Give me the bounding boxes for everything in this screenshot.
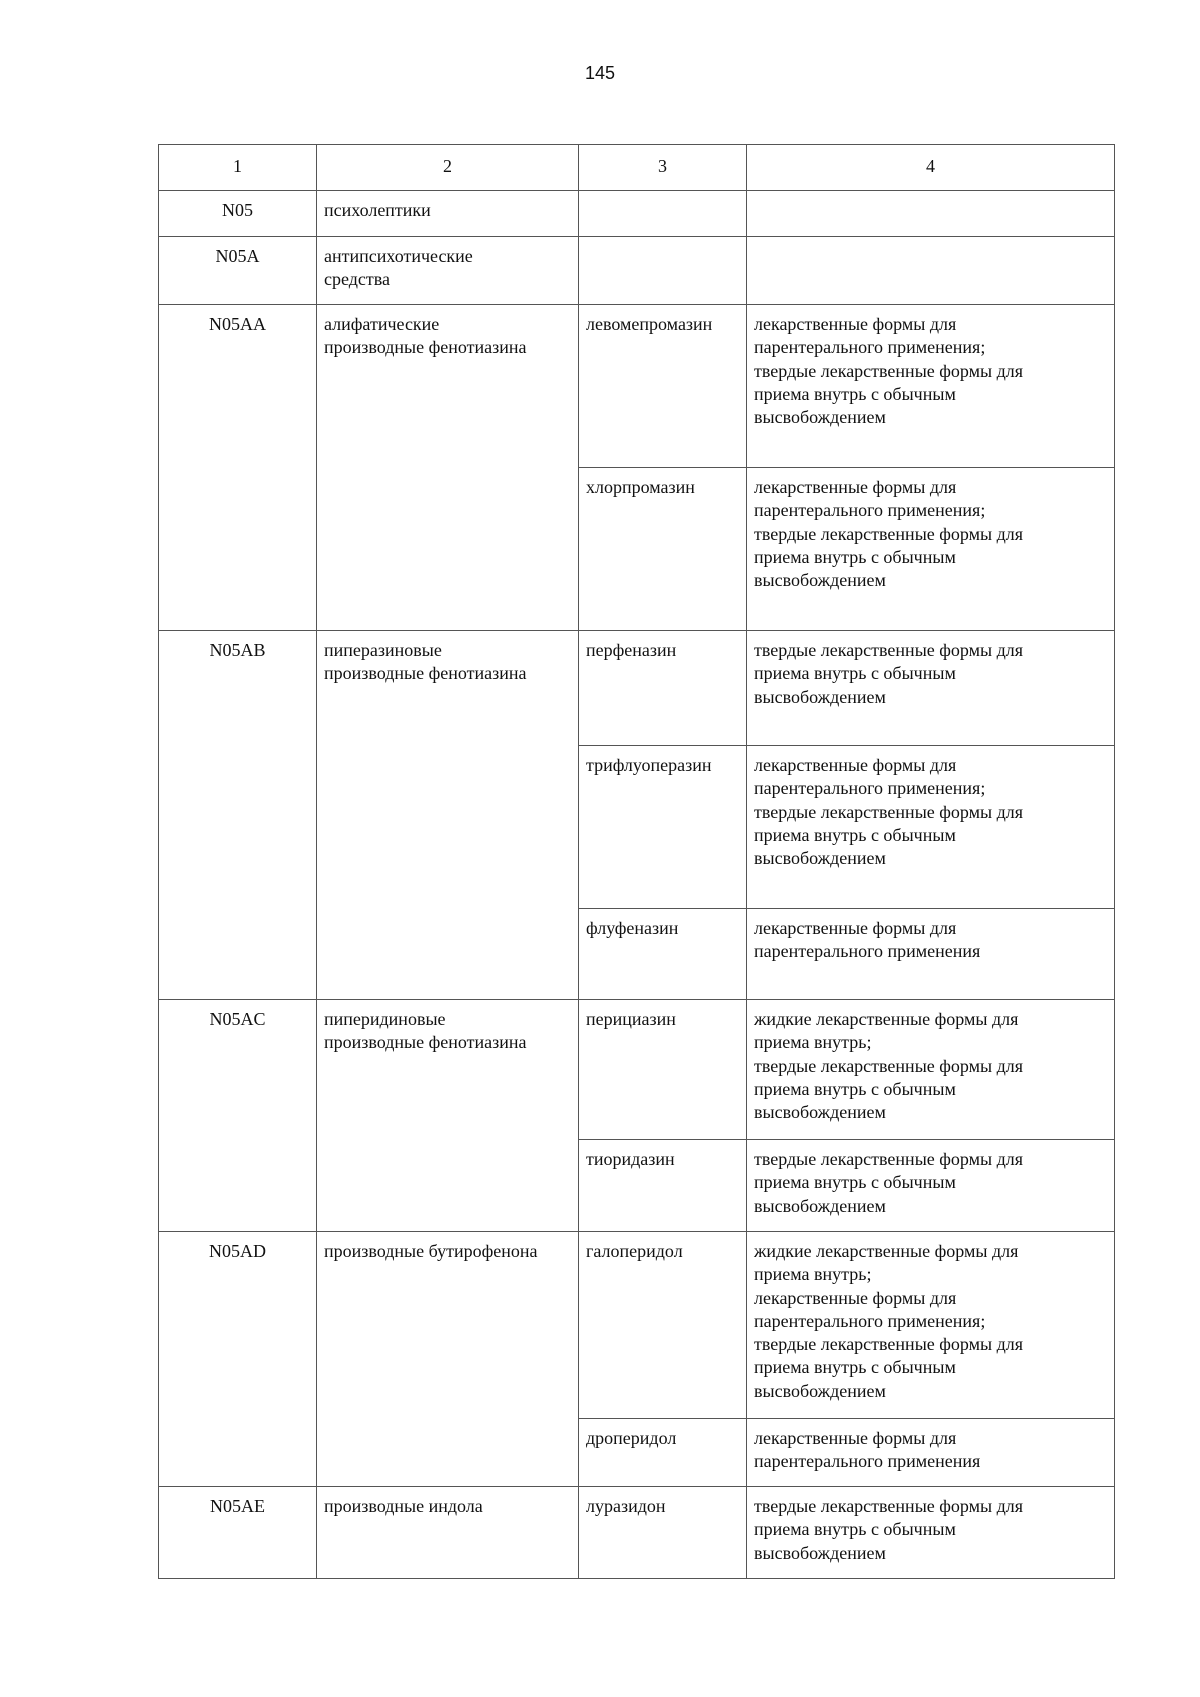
- column-header: 4: [747, 145, 1115, 191]
- forms-cell: твердые лекарственные формы для приема внутрь с обычным высвобождением: [747, 1140, 1115, 1232]
- table-row: [159, 191, 1115, 237]
- table-row: [159, 631, 1115, 746]
- forms-cell: лекарственные формы для парентерального применения: [747, 1419, 1115, 1487]
- drug-cell: тиоридазин: [579, 1140, 747, 1232]
- table-row: [159, 1232, 1115, 1419]
- drug-cell: луразидон: [579, 1487, 747, 1579]
- atc-code-cell: N05A: [159, 237, 317, 305]
- group-cell: алифатические производные фенотиазина: [317, 305, 579, 631]
- drug-cell: галоперидол: [579, 1232, 747, 1419]
- forms-cell: твердые лекарственные формы для приема внутрь с обычным высвобождением: [747, 1487, 1115, 1579]
- drug-cell: хлорпромазин: [579, 468, 747, 631]
- table-row: [159, 1000, 1115, 1140]
- atc-code-cell: N05AA: [159, 305, 317, 631]
- group-cell: пиперазиновые производные фенотиазина: [317, 631, 579, 1000]
- table-row: [159, 237, 1115, 305]
- atc-code-cell: N05AC: [159, 1000, 317, 1232]
- group-cell: пиперидиновые производные фенотиазина: [317, 1000, 579, 1232]
- column-header: 2: [317, 145, 579, 191]
- forms-cell: [747, 191, 1115, 237]
- forms-cell: лекарственные формы для парентерального применения; твердые лекарственные формы для приема внутрь с обычным высвобождением: [747, 305, 1115, 468]
- page-number: 145: [584, 63, 616, 83]
- forms-cell: жидкие лекарственные формы для приема внутрь; твердые лекарственные формы для приема внутрь с обычным высвобождением: [747, 1000, 1115, 1140]
- drug-cell: перициазин: [579, 1000, 747, 1140]
- forms-cell: твердые лекарственные формы для приема внутрь с обычным высвобождением: [747, 631, 1115, 746]
- group-cell: производные бутирофенона: [317, 1232, 579, 1487]
- column-header: 1: [159, 145, 317, 191]
- drug-cell: левомепромазин: [579, 305, 747, 468]
- forms-cell: лекарственные формы для парентерального применения; твердые лекарственные формы для приема внутрь с обычным высвобождением: [747, 746, 1115, 909]
- atc-code-cell: N05AB: [159, 631, 317, 1000]
- atc-code-cell: N05AE: [159, 1487, 317, 1579]
- forms-cell: лекарственные формы для парентерального применения; твердые лекарственные формы для приема внутрь с обычным высвобождением: [747, 468, 1115, 631]
- column-header: 3: [579, 145, 747, 191]
- group-cell: психолептики: [317, 191, 579, 237]
- forms-cell: жидкие лекарственные формы для приема внутрь; лекарственные формы для парентерального применения; твердые лекарственные формы для приема внутрь с обычным высвобождением: [747, 1232, 1115, 1419]
- atc-code-cell: N05AD: [159, 1232, 317, 1487]
- drug-cell: перфеназин: [579, 631, 747, 746]
- table-row: [159, 1487, 1115, 1579]
- group-cell: антипсихотические средства: [317, 237, 579, 305]
- drug-cell: трифлуоперазин: [579, 746, 747, 909]
- table-row: [159, 305, 1115, 468]
- atc-code-cell: N05: [159, 191, 317, 237]
- group-cell: производные индола: [317, 1487, 579, 1579]
- drug-cell: [579, 191, 747, 237]
- table-header-row: [159, 145, 1115, 191]
- forms-cell: лекарственные формы для парентерального применения: [747, 909, 1115, 1000]
- drug-cell: дроперидол: [579, 1419, 747, 1487]
- forms-cell: [747, 237, 1115, 305]
- drug-cell: [579, 237, 747, 305]
- drug-classification-table: [158, 144, 1115, 1579]
- drug-cell: флуфеназин: [579, 909, 747, 1000]
